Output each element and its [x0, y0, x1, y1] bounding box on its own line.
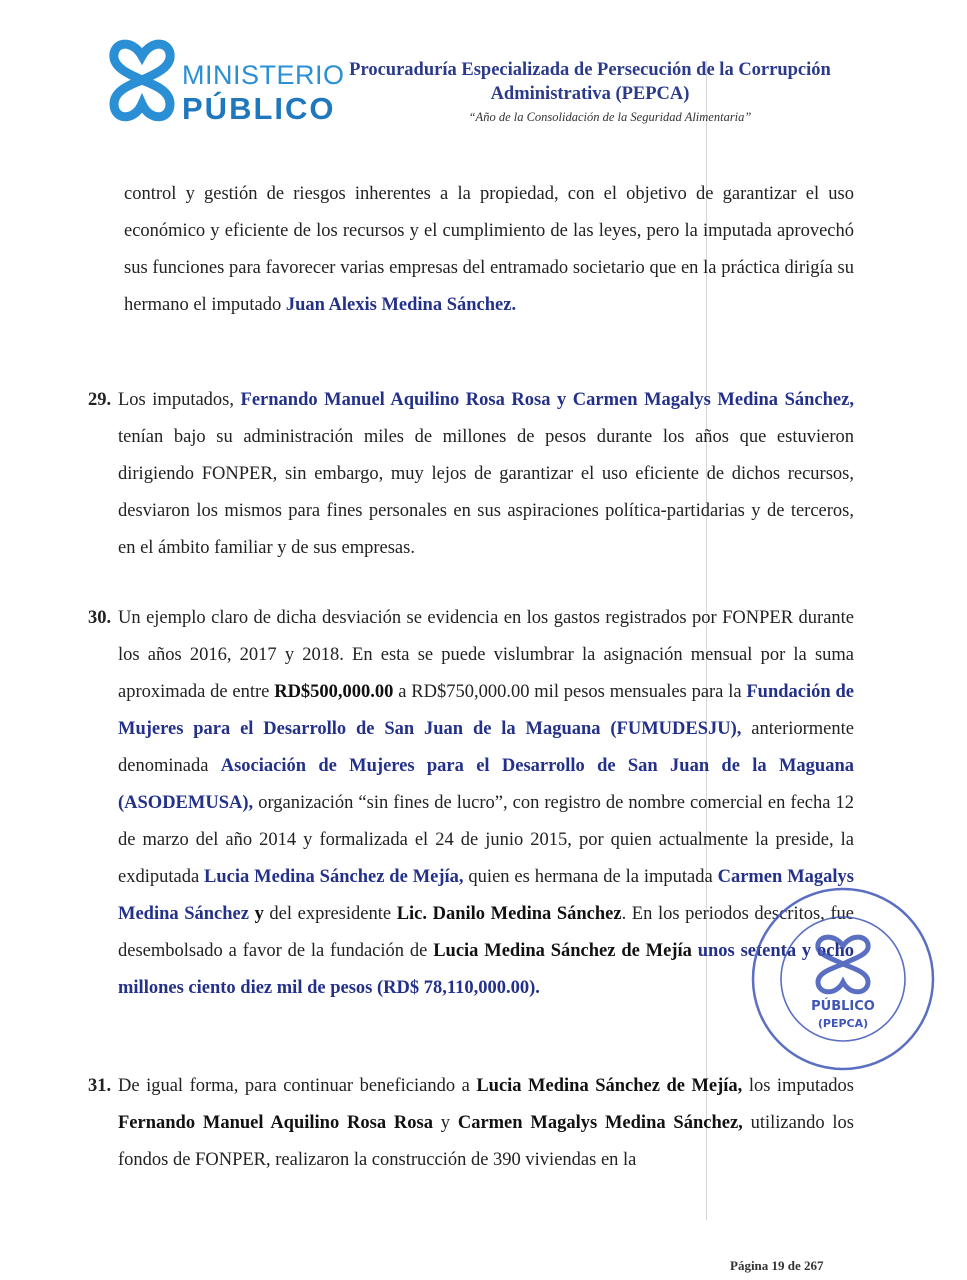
name-highlight: Carmen Magalys Medina Sánchez	[118, 867, 854, 924]
name-bold: Fernando Manuel Aquilino Rosa Rosa	[118, 1113, 433, 1133]
org-highlight: Asociación de Mujeres para el Desarrollo de San Juan de la Maguana (ASODEMUSA),	[118, 756, 854, 813]
paragraph-31	[88, 1068, 854, 1179]
name-bold: Lucia Medina Sánchez de Mejía,	[476, 1076, 743, 1096]
institution-name: Procuraduría Especializada de Persecución de la Corrupción	[349, 60, 831, 80]
logo-line-ministerio: MINISTERIO	[182, 60, 345, 90]
ministerio-publico-logo-icon	[106, 30, 178, 128]
logo-line-publico: PÚBLICO	[182, 91, 336, 126]
letterhead	[0, 0, 967, 150]
page-number: Página 19 de 267	[730, 1258, 824, 1273]
org-highlight: Fundación de Mujeres para el Desarrollo de San Juan de la Maguana (FUMUDESJU),	[118, 682, 854, 739]
name-highlight: Lucia Medina Sánchez de Mejía,	[204, 867, 464, 887]
name-bold: Carmen Magalys Medina Sánchez,	[457, 1113, 743, 1133]
name-bold: Lic. Danilo Medina Sánchez	[396, 904, 622, 924]
paragraph-number: 30.	[88, 608, 112, 628]
svg-text:(PEPCA): (PEPCA)	[817, 1017, 869, 1030]
institution-name-2: Administrativa (PEPCA)	[490, 84, 690, 104]
paragraph-29	[88, 382, 854, 567]
intro-paragraph: control y gestión de riesgos inherentes a la propiedad, con el objetivo de garantizar el uso económico y eficiente de los recursos y el cumplimiento de las leyes, pero la imputada aprovechó sus funciones para favorecer varias empresas del entramado societario que en la práctica dirigía su hermano el imputado Juan Alexis Medina Sánchez.	[124, 184, 854, 315]
paragraph-30	[88, 600, 854, 1007]
logo-wordmark	[182, 62, 345, 124]
svg-text:PÚBLICO: PÚBLICO	[811, 999, 875, 1014]
amount-bold: RD$500,000.00	[274, 682, 394, 702]
name-highlight: Juan Alexis Medina Sánchez.	[285, 295, 517, 315]
paragraph-text: De igual forma, para continuar beneficiando a Lucia Medina Sánchez de Mejía, los imputados Fernando Manuel Aquilino Rosa Rosa y Carmen Magalys Medina Sánchez, utilizando los fondos de FONPER, realizaron la construcción de 390 viviendas en la	[118, 1076, 854, 1170]
year-motto: “Año de la Consolidación de la Seguridad Alimentaria”	[468, 110, 752, 124]
paragraph-text: Los imputados, Fernando Manuel Aquilino Rosa Rosa y Carmen Magalys Medina Sánchez, tenían bajo su administración miles de millones de pesos durante los años que estuvieron dirigiendo FONPER, sin embargo, muy lejos de garantizar el uso eficiente de dichos recursos, desviaron los mismos para fines personales en sus aspiraciones política-partidarias y de terceros, en el ámbito familiar y de sus empresas.	[118, 390, 854, 558]
official-seal-stamp-icon	[748, 884, 938, 1074]
name-highlight: Fernando Manuel Aquilino Rosa Rosa y Carmen Magalys Medina Sánchez,	[240, 390, 854, 410]
paragraph-number: 29.	[88, 390, 112, 410]
amount-highlight: unos setenta y ocho millones ciento diez mil de pesos	[118, 941, 855, 998]
paragraph-text: Un ejemplo claro de dicha desviación se evidencia en los gastos registrados por FONPER durante los años 2016, 2017 y 2018. En esta se puede vislumbrar la asignación mensual por la suma aproximada de entre RD$500,000.00 a RD$750,000.00 mil pesos mensuales para la Fundación de Mujeres para el Desarrollo de San Juan de la Maguana (FUMUDESJU), anteriormente denominada Asociación de Mujeres para el Desarrollo de San Juan de la Maguana (ASODEMUSA), organización “sin fines de lucro”, con registro de nombre comercial en fecha 12 de marzo del año 2014 y formalizada el 24 de junio 2015, por quien actualmente la preside, la exdiputada Lucia Medina Sánchez de Mejía, quien es hermana de la imputada Carmen Magalys Medina Sánchez y del expresidente Lic. Danilo Medina Sánchez. En los periodos descritos, fue desembolsado a favor de la fundación de Lucia Medina Sánchez de Mejía unos setenta y ocho millones ciento diez mil de pesos (RD$ 78,110,000.00).	[118, 608, 855, 998]
name-bold: Lucia Medina Sánchez de Mejía	[433, 941, 692, 961]
amount-highlight: (RD$ 78,110,000.00).	[372, 978, 540, 998]
paragraph-number: 31.	[88, 1076, 112, 1096]
letterhead-title	[330, 58, 850, 125]
